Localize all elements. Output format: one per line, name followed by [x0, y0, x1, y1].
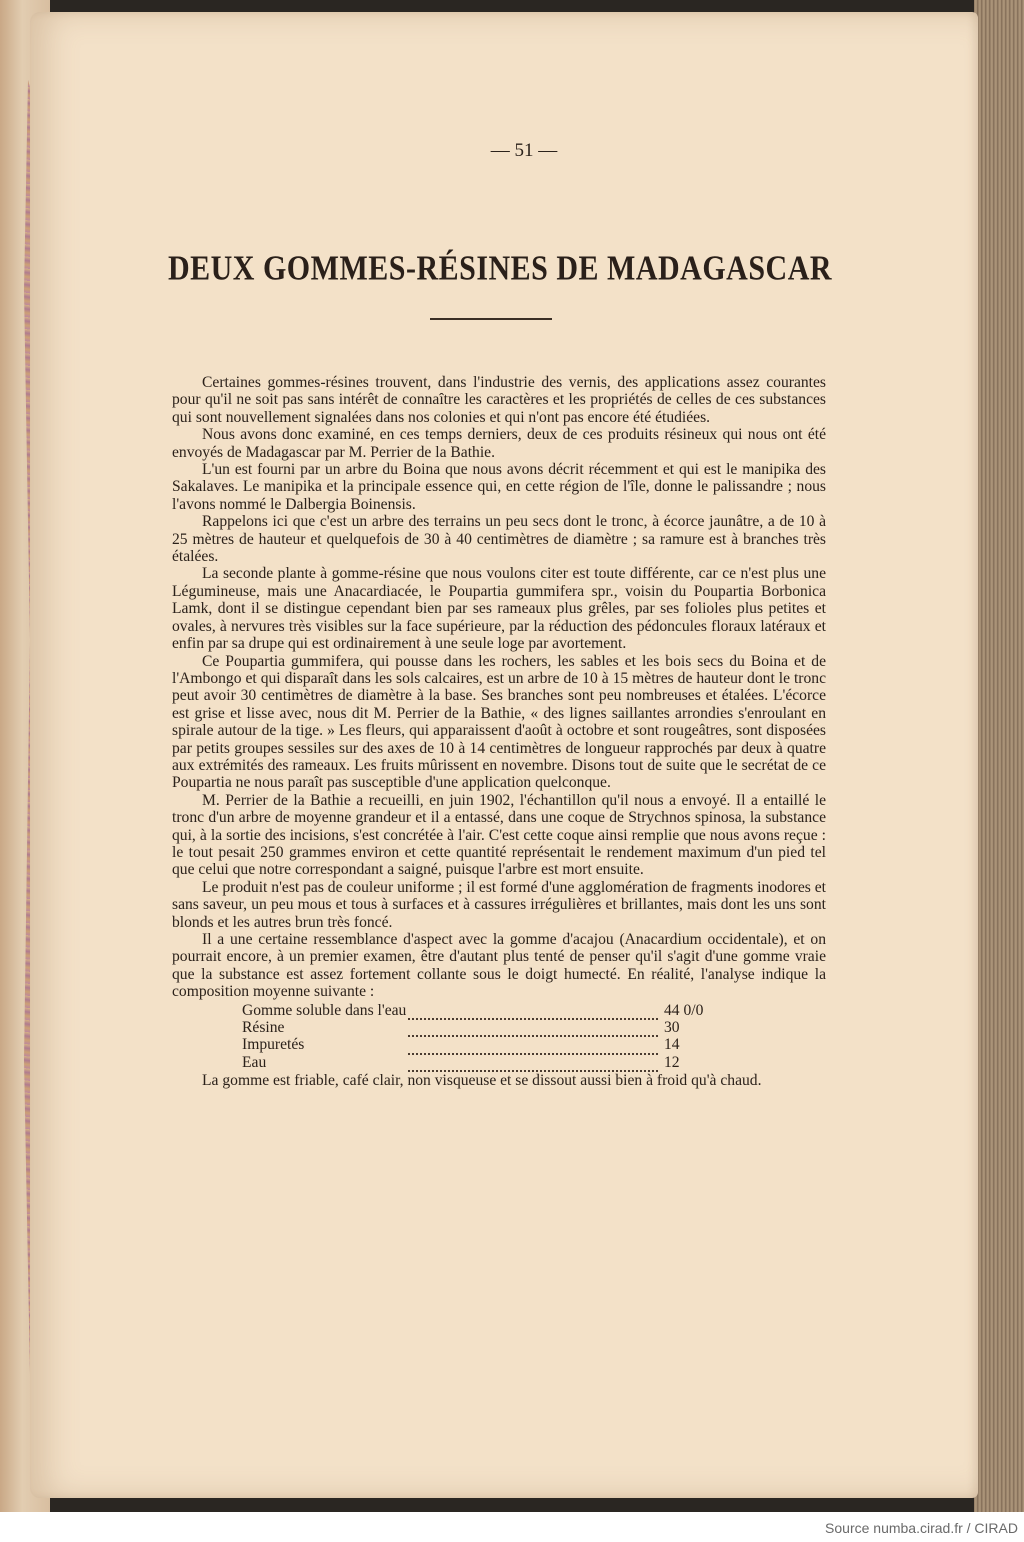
- composition-row: [242, 1019, 722, 1036]
- composition-name: Gomme soluble dans l'eau: [242, 1001, 407, 1019]
- composition-row: [242, 1054, 722, 1071]
- composition-value: 12: [664, 1053, 680, 1071]
- paragraph: La seconde plante à gomme-résine que nous voulons citer est toute différente, car ce n'est plus une Légumineuse, mais une Anacardiacée, le Poupartia gummifera spr., voisin du Poupartia Borbonica Lamk, dont il se distingue cependant bien par ses rameaux plus grêles, par ses folioles plus petites et ovales, à nervures très visibles sur la face supérieure, par la réduction des pédoncules floraux latéraux et enfin par sa drupe qui est ordinairement à une seule loge par avortement.: [172, 565, 826, 653]
- composition-table: [242, 1002, 722, 1073]
- leader-dots: [408, 1054, 658, 1071]
- paragraph: Il a une certaine ressemblance d'aspect avec la gomme d'acajou (Anacardium occidentale), et on pourrait encore, à un premier examen, être d'autant plus tenté de penser qu'il s'agit d'une gomme vraie que la substance est assez fortement collante sous le doigt humecté. En réalité, l'analyse indique la composition moyenne suivante :: [172, 931, 826, 1001]
- title-rule: [430, 318, 552, 320]
- source-credit: Source numba.cirad.fr / CIRAD: [825, 1520, 1018, 1536]
- leader-dots: [408, 1036, 658, 1053]
- article-title: DEUX GOMMES-RÉSINES DE MADAGASCAR: [167, 249, 833, 288]
- source-footer: [0, 1512, 1024, 1542]
- composition-value: 44 0/0: [664, 1001, 704, 1019]
- leader-dots: [408, 1002, 658, 1019]
- composition-name: Eau: [242, 1053, 267, 1071]
- composition-row: [242, 1002, 722, 1019]
- paragraph: Rappelons ici que c'est un arbre des terrains un peu secs dont le tronc, à écorce jaunâtre, a de 10 à 25 mètres de hauteur et quelquefois de 30 à 40 centimètres de diamètre ; sa ramure est à branches très étalées.: [172, 513, 826, 566]
- closing-paragraph: La gomme est friable, café clair, non visqueuse et se dissout aussi bien à froid qu'à chaud.: [202, 1072, 762, 1090]
- composition-name: Résine: [242, 1019, 285, 1037]
- page-stack-edge: [974, 0, 1024, 1512]
- paragraph: Ce Poupartia gummifera, qui pousse dans les rochers, les sables et les bois secs du Boina et de l'Ambongo et qui disparaît dans les sols calcaires, est un arbre de 10 à 15 mètres de hauteur dont le tronc peut avoir 30 centimètres de diamètre à la base. Ses branches sont peu nombreuses et étalées. L'écorce est grise et lisse avec, nous dit M. Perrier de la Bathie, « des lignes saillantes arrondies s'enroulant en spirale autour de la tige. » Les fleurs, qui apparaissent d'août à octobre et sont rougeâtres, sont disposées par petits groupes sessiles sur des axes de 10 à 14 centimètres de longueur rapprochés par deux à quatre aux extrémités des rameaux. Les fruits mûrissent en novembre. Disons tout de suite que le secrétat de ce Poupartia ne nous paraît pas susceptible d'une application quelconque.: [172, 652, 826, 792]
- composition-value: 14: [664, 1036, 680, 1054]
- composition-row: [242, 1036, 722, 1053]
- paragraph: M. Perrier de la Bathie a recueilli, en juin 1902, l'échantillon qu'il nous a envoyé. Il a entaillé le tronc d'un arbre de moyenne grandeur et il a entassé, dans une coque de Strychnos spinosa, la substance qui, à la sortie des incisions, s'est concrétée à l'air. C'est cette coque ainsi remplie que nous avons reçue : le tout pesait 250 grammes environ et cette quantité représentait le rendement maximum d'un pied tel que celui que notre correspondant a saigné, puisque l'arbre est mort ensuite.: [172, 791, 826, 879]
- paragraph: Le produit n'est pas de couleur uniforme ; il est formé d'une agglomération de fragments inodores et sans saveur, un peu mous et tous à surfaces et à cassures irrégulières et brillantes, mais dont les uns sont blonds et les autres brun très foncé.: [172, 878, 826, 931]
- page-number: — 51 —: [490, 140, 558, 161]
- paragraph: Certaines gommes-résines trouvent, dans l'industrie des vernis, des applications assez courantes pour qu'il ne soit pas sans intérêt de connaître les caractères et les propriétés de celles de ces substances qui sont nouvellement signalées dans nos colonies et qui n'ont pas encore été étudiées.: [172, 374, 826, 426]
- paragraph: Nous avons donc examiné, en ces temps derniers, deux de ces produits résineux qui nous ont été envoyés de Madagascar par M. Perrier de la Bathie.: [172, 426, 826, 461]
- article-body: [172, 374, 826, 1090]
- paragraph: L'un est fourni par un arbre du Boina que nous avons décrit récemment et qui est le manipika des Sakalaves. Le manipika et la principale essence qui, en cette région de l'île, donne le palissandre ; nous l'avons nommé le Dalbergia Boinensis.: [172, 461, 826, 513]
- composition-name: Impuretés: [242, 1036, 305, 1054]
- leader-dots: [408, 1019, 658, 1036]
- composition-value: 30: [664, 1019, 680, 1037]
